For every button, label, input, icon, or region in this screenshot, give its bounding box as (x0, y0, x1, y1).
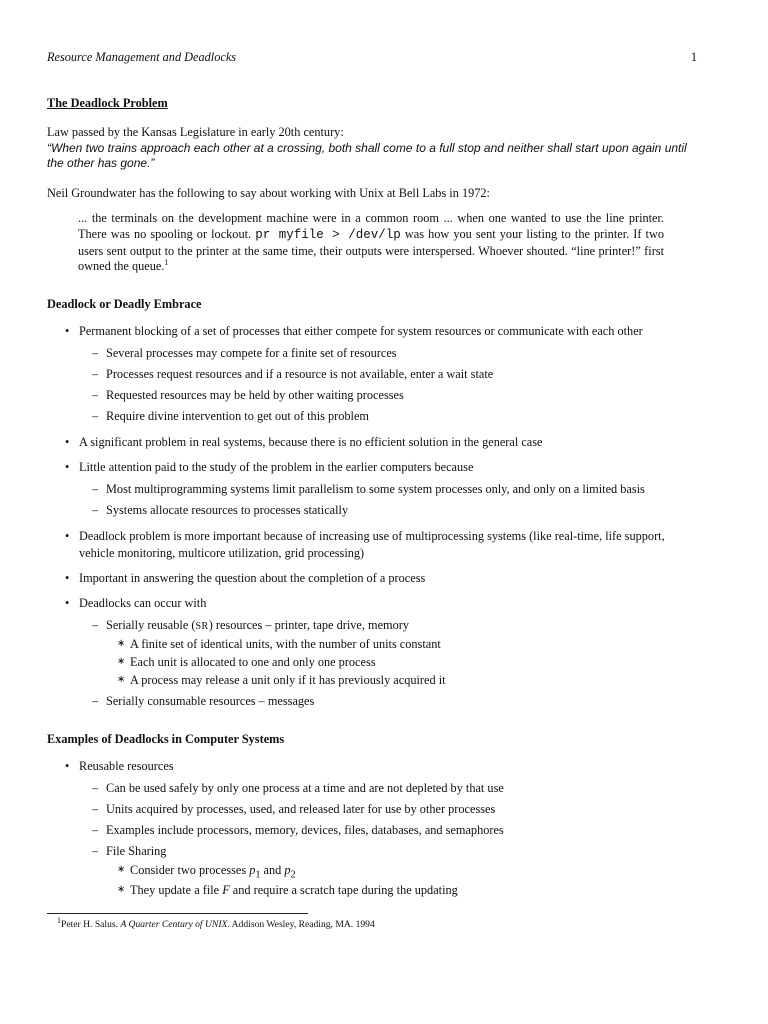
footnote-reference: 1 (164, 258, 169, 268)
bullet-reusable-resources: Reusable resources (79, 758, 174, 773)
sr-prefix: Serially reusable ( (106, 618, 196, 633)
sub-list-item (79, 618, 697, 689)
update-prefix: They update a file (130, 883, 223, 898)
file-variable: F (222, 883, 230, 898)
page-number: 1 (690, 50, 697, 64)
sub-sub-list-item: ∗ Each unit is allocated to one and only one process (106, 655, 697, 671)
section-heading-deadly-embrace: Deadlock or Deadly Embrace (47, 297, 202, 312)
file-sharing-label: File Sharing (106, 843, 167, 858)
sub-sub-list (106, 637, 697, 689)
quote-text-start: ... the terminals on the development machine were in a common room ... when one wanted to use the line printer. There was no spooling or lockout. (78, 211, 664, 242)
sr-suffix: ) resources – printer, tape drive, memory (208, 618, 409, 633)
list-item (47, 434, 697, 450)
sub-list (79, 618, 697, 710)
sub-list (79, 346, 697, 425)
footnote-mark: 1 (57, 915, 61, 925)
list-item (47, 595, 697, 710)
law-paragraph (47, 125, 697, 172)
sub-sub-list-item (106, 863, 697, 882)
footnote-book-title: A Quarter Century of UNIX (120, 919, 228, 930)
list-item (47, 528, 697, 560)
section-heading-deadlock-problem: The Deadlock Problem (47, 96, 168, 110)
list-item (47, 323, 697, 425)
bullet-deadlocks-occur: Deadlocks can occur with (79, 596, 207, 611)
footnote (57, 915, 375, 931)
p2-subscript: 2 (290, 869, 296, 881)
process-p2: p (284, 862, 291, 877)
sub-list (79, 482, 697, 519)
footnote-author: Peter H. Salus. (61, 919, 121, 930)
consider-and: and (260, 862, 285, 877)
law-quote: “When two trains approach each other at a crossing, both shall come to a full stop and neither shall start upon again until the other has gone.” (47, 140, 687, 171)
law-intro: Law passed by the Kansas Legislature in early 20th century: (47, 125, 344, 140)
bullet-more-important: Deadlock problem is more important because of increasing use of multiprocessing systems (like real-time, life support, vehicle monitoring, multicore utilization, grid processing) (79, 529, 665, 560)
sub-list-item: – Require divine intervention to get out of this problem (79, 409, 697, 425)
examples-list (47, 758, 697, 900)
bullet-permanent-blocking: Permanent blocking of a set of processes that either compete for system resources or communicate with each other (79, 323, 643, 338)
list-item (47, 459, 697, 519)
list-item (47, 758, 697, 900)
sr-abbreviation: SR (195, 621, 209, 633)
sub-sub-list (106, 863, 697, 900)
footnote-rule (47, 913, 308, 914)
p1-subscript: 1 (255, 869, 261, 881)
bullet-little-attention: Little attention paid to the study of the problem in the earlier computers because (79, 460, 474, 475)
consider-prefix: Consider two processes (130, 862, 250, 877)
list-item (47, 570, 697, 586)
sub-list-item: – Examples include processors, memory, devices, files, databases, and semaphores (79, 823, 697, 839)
quote-code: pr myfile > /dev/lp (255, 228, 401, 243)
running-title: Resource Management and Deadlocks (47, 50, 237, 64)
process-p1: p (249, 862, 256, 877)
update-suffix: and require a scratch tape during the updating (229, 883, 458, 898)
sub-list-item: – Most multiprogramming systems limit parallelism to some system processes only, and only on a limited basis (79, 482, 697, 498)
sub-list-item: – Can be used safely by only one process at a time and are not depleted by that use (79, 781, 697, 797)
running-header (47, 50, 697, 66)
section-heading-examples: Examples of Deadlocks in Computer Systems (47, 732, 285, 747)
groundwater-quote (78, 211, 664, 275)
sub-sub-list-item (106, 883, 697, 899)
sub-list-item (79, 844, 697, 900)
bullet-significant-problem: A significant problem in real systems, because there is no efficient solution in the general case (79, 434, 543, 449)
sub-list-item: – Units acquired by processes, used, and released later for use by other processes (79, 802, 697, 818)
paper-page (47, 50, 697, 899)
sub-list-item: – Several processes may compete for a finite set of resources (79, 346, 697, 362)
sub-list-item: – Systems allocate resources to processes statically (79, 503, 697, 519)
neil-intro: Neil Groundwater has the following to say about working with Unix at Bell Labs in 1972: (47, 185, 490, 200)
quote-text-end: was how you sent your listing to the printer. If two users sent output to the printer at the same time, their outputs were interspersed. Whoever shouted. “line printer!” first owned the queue. (78, 227, 665, 274)
sub-list (79, 781, 697, 900)
sub-list-item: – Requested resources may be held by other waiting processes (79, 388, 697, 404)
bullet-answering-question: Important in answering the question about the completion of a process (79, 570, 426, 585)
footnote-publisher: . Addison Wesley, Reading, MA. 1994 (227, 919, 375, 930)
deadly-embrace-list (47, 323, 697, 710)
sub-sub-list-item: ∗ A finite set of identical units, with the number of units constant (106, 637, 697, 653)
sub-list-item: – Serially consumable resources – messages (79, 694, 697, 710)
sub-sub-list-item: ∗ A process may release a unit only if it has previously acquired it (106, 673, 697, 689)
sub-list-item: – Processes request resources and if a resource is not available, enter a wait state (79, 367, 697, 383)
